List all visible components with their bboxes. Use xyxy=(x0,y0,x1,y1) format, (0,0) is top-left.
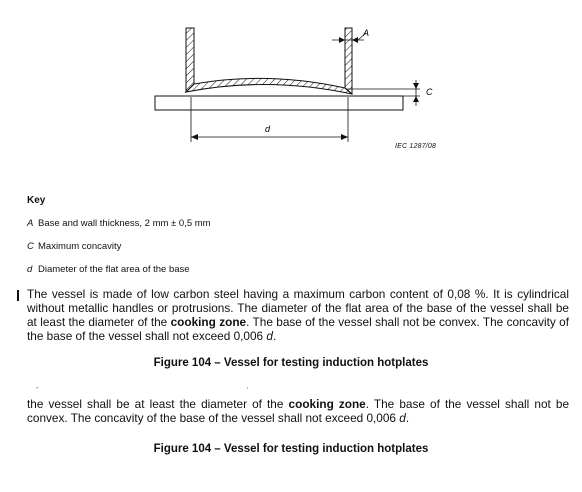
vessel-right-wall xyxy=(345,28,352,94)
label-A: A xyxy=(363,28,370,38)
iec-reference: IEC 1287/08 xyxy=(395,143,437,150)
key-item-a xyxy=(27,218,211,229)
key-symbol: C xyxy=(27,241,34,252)
key-text: Maximum concavity xyxy=(38,241,122,252)
cooking-zone-term: cooking zone xyxy=(288,397,366,411)
key-text: Base and wall thickness, 2 mm ± 0,5 mm xyxy=(38,218,211,229)
key-text: Diameter of the flat area of the base xyxy=(38,264,190,275)
vessel-left-wall xyxy=(186,28,194,92)
figure-caption-repeat: Figure 104 – Vessel for testing induction hotplates xyxy=(153,443,429,455)
description-paragraph: The vessel is made of low carbon steel having a maximum carbon content of 0,08 %. It is cylindrical without metallic handles or protrusions. The diameter of the flat area of the base of the vessel shall be at least the diameter of the cooking zone. The base of the vessel shall not be convex. The concavity of the base of the vessel shall not exceed 0,006 d. xyxy=(27,287,569,343)
hotplate-surface xyxy=(155,96,403,110)
repeated-paragraph: the vessel shall be at least the diameter of the cooking zone. The base of the vessel shall not be convex. The concavity of the base of the vessel shall not exceed 0,006 d. xyxy=(27,397,570,425)
key-symbol: d xyxy=(27,264,33,275)
stray-mark: ´ xyxy=(36,386,39,396)
cooking-zone-term: cooking zone xyxy=(170,315,247,329)
stray-mark: ˈ xyxy=(246,386,249,396)
key-symbol: A xyxy=(27,218,34,229)
label-d: d xyxy=(265,124,271,134)
label-C: C xyxy=(426,87,433,97)
change-bar xyxy=(17,290,19,301)
figure-caption: Figure 104 – Vessel for testing induction hotplates xyxy=(153,357,429,369)
key-item-c xyxy=(27,241,121,252)
key-heading: Key xyxy=(27,195,46,206)
vessel-diagram xyxy=(0,0,582,180)
vessel-base xyxy=(186,78,352,94)
key-item-d xyxy=(27,264,190,275)
